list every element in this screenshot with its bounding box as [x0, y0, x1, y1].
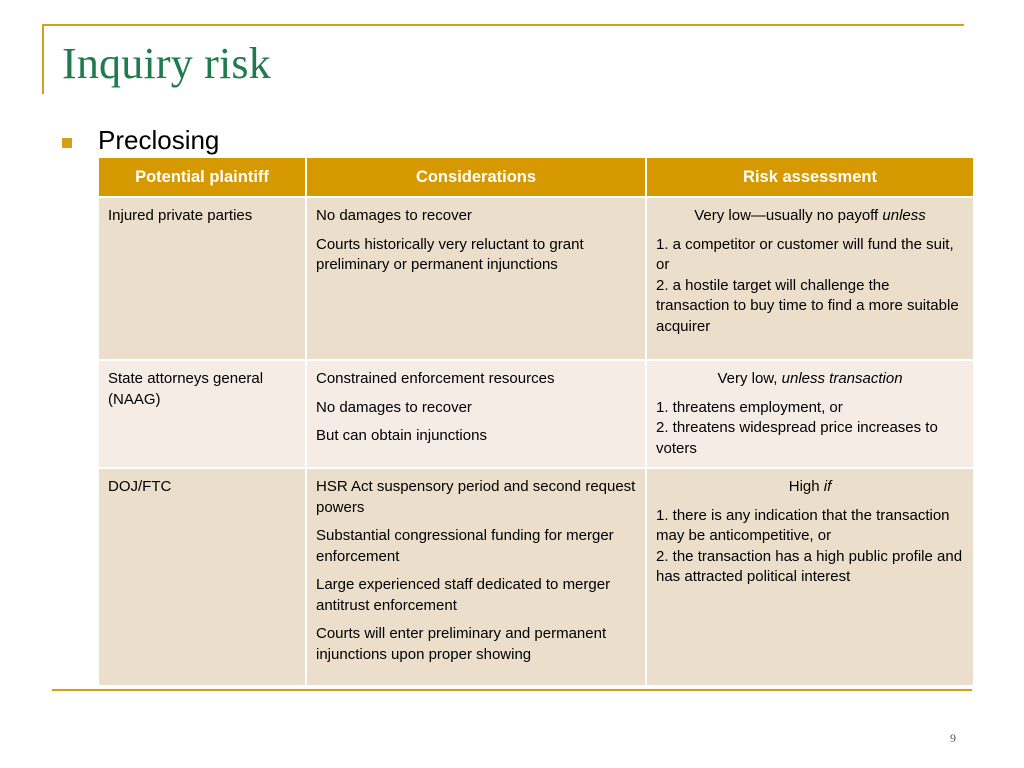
consideration-item: No damages to recover [316, 398, 472, 416]
risk-item: 1. a competitor or customer will fund the suit, or [656, 235, 954, 273]
table-row [98, 360, 974, 468]
considerations-cell [306, 468, 646, 686]
plaintiff-cell: Injured private parties [98, 197, 306, 360]
header-considerations: Considerations [306, 157, 646, 197]
consideration-item: HSR Act suspensory period and second request powers [316, 478, 636, 516]
table-header-row [98, 157, 974, 197]
bullet-square-icon [62, 138, 72, 148]
page-number: 9 [950, 731, 956, 745]
header-potential-plaintiff: Potential plaintiff [98, 157, 306, 197]
consideration-item: No damages to recover [316, 207, 472, 224]
risk-item: 2. a hostile target will challenge the transaction to buy time to find a more suitable acquirer [656, 276, 959, 335]
slide-title: Inquiry risk [62, 39, 271, 88]
frame-left-rule [42, 24, 44, 94]
consideration-item: Courts historically very reluctant to grant preliminary or permanent injunctions [316, 235, 584, 273]
risk-lead: High if [788, 478, 832, 495]
considerations-cell [306, 360, 646, 468]
risk-cell [646, 468, 974, 686]
risk-item: 2. threatens widespread price increases to voters [656, 419, 938, 457]
header-risk-assessment: Risk assessment [646, 157, 974, 197]
consideration-item: Constrained enforcement resources [316, 370, 555, 387]
risk-lead: Very low, unless transaction [717, 370, 903, 387]
plaintiff-cell: DOJ/FTC [98, 468, 306, 686]
bullet-text: Preclosing [98, 125, 220, 155]
risk-lead: Very low—usually no payoff unless [694, 207, 926, 224]
considerations-cell [306, 197, 646, 360]
risk-cell [646, 360, 974, 468]
table-row [98, 197, 974, 360]
risk-item: 2. the transaction has a high public profile and has attracted political interest [656, 547, 963, 585]
frame-top-rule [42, 24, 964, 26]
risk-item: 1. there is any indication that the transaction may be anticompetitive, or [656, 506, 950, 544]
bullet-preclosing [62, 125, 219, 156]
table-row [98, 468, 974, 686]
consideration-item: Large experienced staff dedicated to merger antitrust enforcement [316, 576, 611, 614]
risk-cell [646, 197, 974, 360]
plaintiff-cell: State attorneys general (NAAG) [98, 360, 306, 468]
consideration-item: Substantial congressional funding for merger enforcement [316, 527, 614, 565]
consideration-item: Courts will enter preliminary and permanent injunctions upon proper showing [316, 625, 607, 663]
inquiry-risk-table [97, 156, 975, 687]
consideration-item: But can obtain injunctions [316, 427, 487, 444]
risk-item: 1. threatens employment, or [656, 398, 843, 416]
footer-rule [52, 689, 972, 691]
